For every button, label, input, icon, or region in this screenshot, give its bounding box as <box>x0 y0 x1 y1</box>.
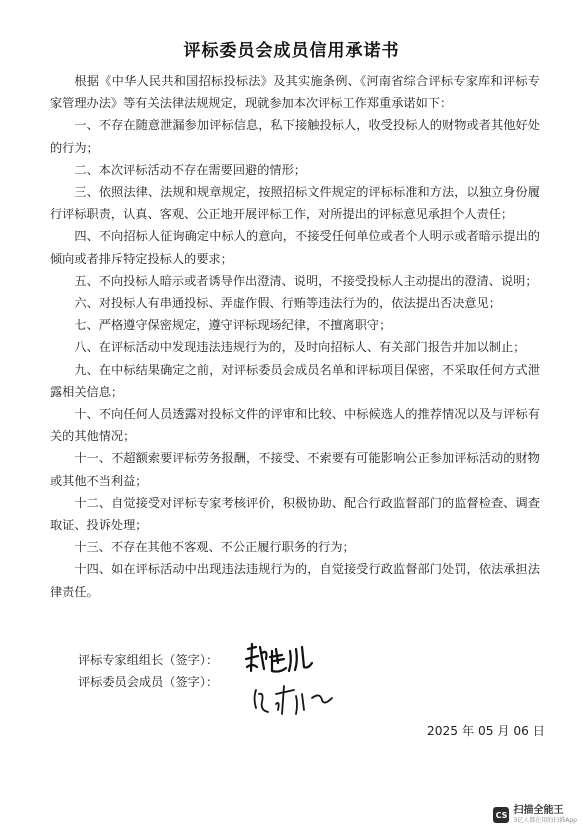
document-title: 评标委员会成员信用承诺书 <box>183 41 400 61</box>
commitment-item: 五、不向投标人暗示或者诱导作出澄清、说明，不接受投标人主动提出的澄清、说明； <box>74 273 538 288</box>
member-handwritten-signature <box>250 680 345 720</box>
camscanner-logo: CS <box>493 807 509 823</box>
commitment-item: 十三、不存在其他不客观、不公正履行职务的行为； <box>74 540 355 555</box>
leader-signature-row <box>78 649 218 671</box>
document-date: 2025 年 05 月 06 日 <box>427 724 545 738</box>
leader-signature-label: 评标专家组组长（签字）： <box>78 653 219 667</box>
member-signature-row <box>78 671 218 693</box>
watermark-name: 扫描全能王 <box>513 805 564 816</box>
commitment-item: 八、在评标活动中发现违法违规行为的，及时向招标人、有关部门报告并加以制止； <box>74 340 526 355</box>
watermark-text <box>513 805 577 825</box>
watermark-subtitle: 3亿人都在用的扫描App <box>513 817 577 824</box>
commitment-item: 九、在中标结果确定之前，对评标委员会成员名单和评标项目保密，不采取任何方式泄露相关信息； <box>50 362 540 399</box>
commitment-item: 二、本次评标活动不存在需要回避的情形； <box>74 162 306 177</box>
intro-paragraph: 根据《中华人民共和国招标投标法》及其实施条例、《河南省综合评标专家库和评标专家管理办法》等有关法律法规规定，现就参加本次评标工作郑重承诺如下： <box>50 74 540 111</box>
document-body <box>50 70 540 603</box>
scanner-watermark <box>493 805 577 825</box>
member-signature-label: 评标委员会成员（签字）： <box>78 675 219 689</box>
commitment-item: 十四、如在评标活动中出现违法违规行为的，自觉接受行政监督部门处罚，依法承担法律责任。 <box>50 562 540 599</box>
commitment-item: 七、严格遵守保密规定，遵守评标现场纪律，不擅离职守； <box>74 318 392 333</box>
commitment-item: 四、不向招标人征询确定中标人的意向，不接受任何单位或者个人明示或者暗示提出的倾向或者排斥特定投标人的要求； <box>50 229 540 266</box>
commitment-item: 六、对投标人有串通投标、弄虚作假、行贿等违法行为的，依法提出否决意见； <box>74 296 501 311</box>
leader-handwritten-signature <box>242 641 322 677</box>
commitment-item: 三、依照法律、法规和规章规定，按照招标文件规定的评标标准和方法，以独立身份履行评标职责，认真、客观、公正地开展评标工作，对所提出的评标意见承担个人责任； <box>50 185 540 222</box>
commitment-item: 十二、自觉接受对评标专家考核评价，积极协助、配合行政监督部门的监督检查、调查取证、投诉处理； <box>50 495 540 533</box>
commitment-item: 一、不存在随意泄漏参加评标信息，私下接触投标人，收受投标人的财物或者其他好处的行为； <box>50 118 540 155</box>
commitment-item: 十一、不超额索要评标劳务报酬，不接受、不索要有可能影响公正参加评标活动的财物或其他不当利益； <box>50 451 540 488</box>
signature-block <box>78 649 218 693</box>
commitment-item: 十、不向任何人员透露对投标文件的评审和比较、中标候选人的推荐情况以及与评标有关的其他情况； <box>50 407 540 444</box>
